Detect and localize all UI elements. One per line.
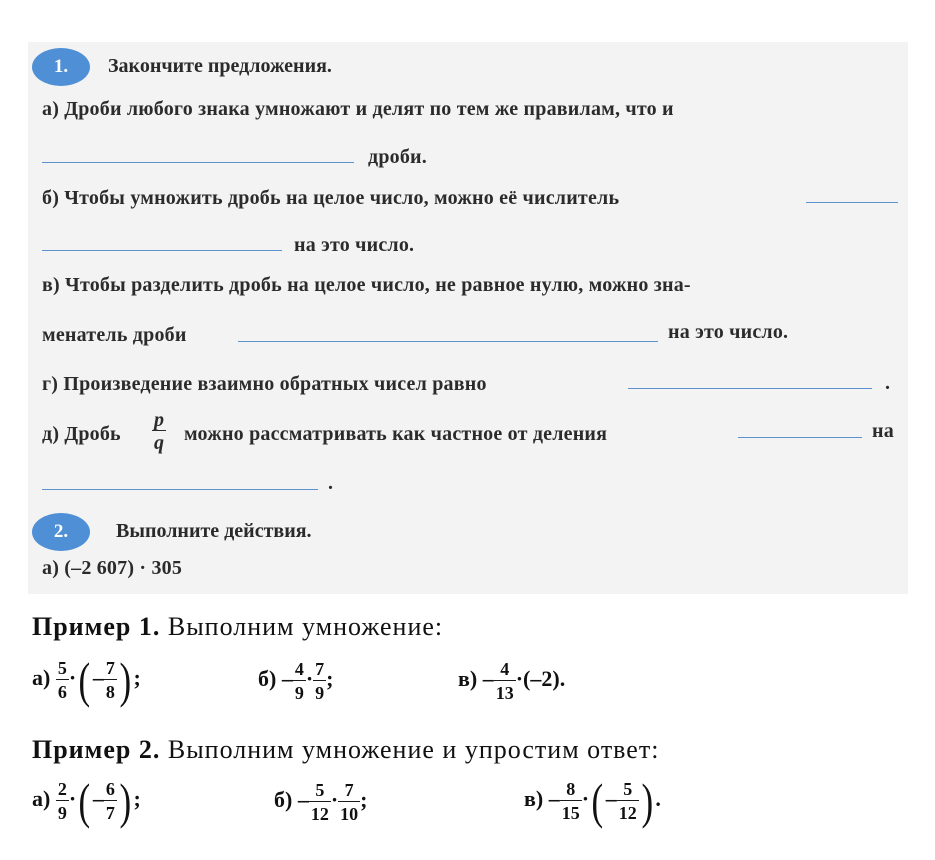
expression-tail: ·(–2). — [515, 666, 566, 692]
item-letter: в) — [458, 666, 478, 692]
dot-operator: · — [581, 786, 590, 812]
dot-operator: · — [305, 666, 314, 692]
semicolon: ; — [326, 666, 334, 692]
fraction-p-over-q — [152, 410, 166, 453]
minus-sign: – — [92, 786, 104, 812]
task1-item-g-end: . — [885, 372, 891, 394]
task1-item-v-text: в) Чтобы разделить дробь на целое число, не равное нулю, можно зна- — [42, 274, 691, 296]
left-paren: ( — [78, 652, 91, 708]
item-letter: б) — [258, 666, 277, 692]
dot-operator: · — [68, 786, 77, 812]
fraction: $\frac{4}{9}$ — [294, 659, 304, 703]
semicolon: ; — [133, 786, 141, 812]
semicolon: ; — [133, 665, 141, 691]
fraction: $\frac{4}{13}$ — [495, 659, 514, 703]
task1-item-d-mid: можно рассматривать как частное от деления — [184, 423, 608, 445]
right-paren: ) — [119, 773, 131, 829]
minus-sign: – — [92, 665, 104, 691]
minus-sign: – — [297, 787, 309, 813]
task1-item-d-end: . — [328, 472, 334, 494]
minus-sign: – — [482, 666, 494, 692]
left-paren: ( — [78, 773, 91, 829]
example-1-label: Пример 1. — [32, 612, 161, 641]
fraction: $\frac{5}{12}$ — [310, 780, 329, 824]
task2-item-a: а) (–2 607) · 305 — [42, 557, 183, 579]
example-2-text: Выполним умножение и упростим ответ: — [167, 735, 660, 764]
minus-sign: – — [281, 666, 293, 692]
answer-blank-d1[interactable] — [738, 437, 862, 438]
example-2-heading — [32, 735, 659, 765]
task1-item-d-start: д) Дробь — [42, 423, 121, 445]
fraction: $\frac{7}{10}$ — [340, 780, 359, 824]
answer-blank-v[interactable] — [238, 341, 658, 342]
example-2-item-b — [274, 781, 368, 823]
example-1-item-a — [32, 652, 141, 708]
right-paren: ) — [641, 773, 653, 829]
answer-blank-a[interactable] — [42, 162, 354, 163]
item-letter: б) — [274, 787, 293, 813]
fraction: $\frac{8}{15}$ — [561, 779, 580, 823]
example-1-item-v — [458, 660, 565, 702]
task1-item-v-end: на это число. — [668, 321, 789, 343]
example-1-text: Выполним умножение: — [167, 612, 444, 641]
item-letter: а) — [32, 665, 51, 691]
task1-item-v-cont: менатель дроби — [42, 324, 187, 346]
fraction: $\frac{6}{7}$ — [105, 779, 115, 823]
dot-operator: · — [68, 665, 77, 691]
task1-item-a-end: дроби. — [368, 146, 427, 168]
fraction-denominator: q — [154, 432, 165, 454]
item-letter: а) — [32, 786, 51, 812]
fraction: $\frac{5}{12}$ — [618, 779, 637, 823]
left-paren: ( — [591, 773, 604, 829]
example-2-item-v — [524, 773, 661, 829]
example-1-heading — [32, 612, 443, 642]
minus-sign: – — [548, 786, 560, 812]
task1-item-b-end: на это число. — [294, 234, 415, 256]
example-2-label: Пример 2. — [32, 735, 161, 764]
exercise-panel — [28, 42, 908, 594]
answer-blank-b2[interactable] — [42, 250, 282, 251]
task1-item-g-text: г) Произведение взаимно обратных чисел равно — [42, 373, 487, 395]
task1-item-b-text: б) Чтобы умножить дробь на целое число, можно её числитель — [42, 187, 620, 209]
fraction: $\frac{2}{9}$ — [57, 779, 67, 823]
task-title-1: Закончите предложения. — [108, 55, 332, 77]
example-1-item-b — [258, 660, 334, 702]
minus-sign: – — [605, 786, 617, 812]
semicolon: ; — [360, 787, 368, 813]
answer-blank-d2[interactable] — [42, 489, 318, 490]
task-number-badge-1: 1. — [32, 48, 90, 86]
item-letter: в) — [524, 786, 544, 812]
right-paren: ) — [119, 652, 131, 708]
task1-item-d-end-word: на — [872, 420, 894, 442]
task-title-2: Выполните действия. — [116, 520, 312, 542]
answer-blank-g[interactable] — [628, 388, 872, 389]
example-2-item-a — [32, 773, 141, 829]
task1-item-a-text: а) Дроби любого знака умножают и делят по тем же правилам, что и — [42, 98, 674, 120]
task-number-badge-2: 2. — [32, 513, 90, 551]
dot-operator: · — [330, 787, 339, 813]
fraction: $\frac{7}{8}$ — [105, 658, 115, 702]
fraction-numerator: p — [154, 409, 165, 431]
period: . — [655, 786, 661, 812]
answer-blank-b1[interactable] — [806, 202, 898, 203]
fraction: $\frac{5}{6}$ — [57, 658, 67, 702]
fraction: $\frac{7}{9}$ — [315, 659, 325, 703]
